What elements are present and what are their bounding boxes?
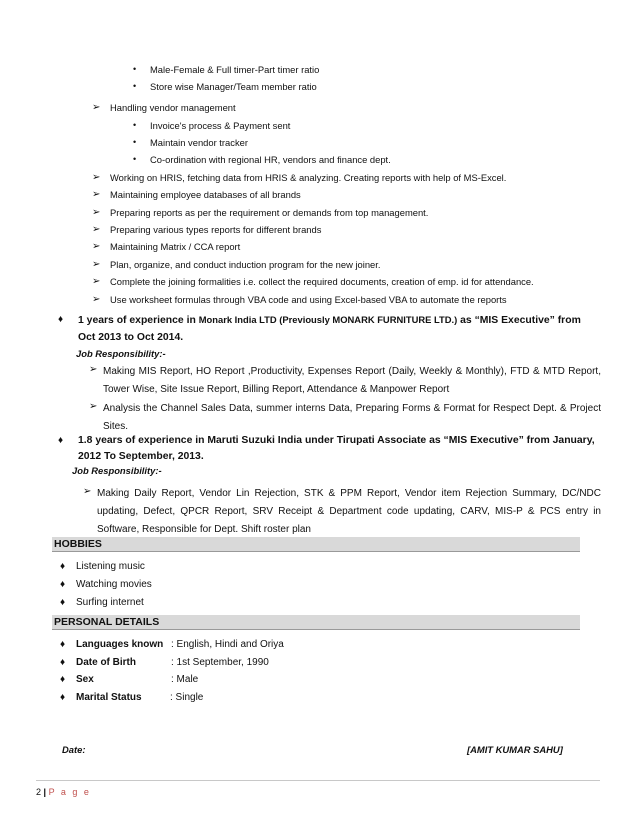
experience-prefix: 1 years of experience in (78, 315, 199, 326)
section-heading-hobbies: HOBBIES (54, 538, 102, 550)
detail-label: Sex (76, 674, 94, 685)
experience-period: 2012 To September, 2013. (78, 451, 204, 462)
list-item: Store wise Manager/Team member ratio (150, 81, 317, 92)
bullet-dot-icon: • (133, 120, 137, 130)
responsibility-item: Making MIS Report, HO Report ,Productivity, Expenses Report (Daily, Weekly & Monthly), FTD & MTD Report, Tower Wise, Site Issue Report, Billing Report, Attendance & Manpower Report (103, 366, 601, 395)
bullet-dot-icon: • (133, 137, 137, 147)
page-footer (36, 787, 91, 797)
job-responsibility-label: Job Responsibility:- (76, 348, 166, 359)
hobby-item: Surfing internet (76, 597, 144, 608)
arrow-bullet-icon: ➢ (92, 102, 101, 113)
list-item: Maintain vendor tracker (150, 137, 248, 148)
arrow-bullet-icon: ➢ (92, 276, 101, 287)
experience-heading (78, 313, 581, 327)
arrow-bullet-icon: ➢ (92, 224, 101, 235)
list-item: Male-Female & Full timer-Part timer ratio (150, 64, 320, 75)
experience-heading: 1.8 years of experience in Maruti Suzuki India under Tirupati Associate as “MIS Executive” from January, (78, 435, 595, 446)
diamond-bullet-icon: ♦ (60, 561, 66, 572)
date-label: Date: (62, 744, 86, 755)
section-heading-personal-details: PERSONAL DETAILS (54, 616, 160, 628)
arrow-bullet-icon: ➢ (89, 401, 98, 412)
hobby-item: Listening music (76, 561, 145, 572)
diamond-bullet-icon: ♦ (60, 639, 66, 650)
experience-company: Monark India LTD (Previously MONARK FURNITURE LTD.) (198, 314, 458, 325)
signature-name: [AMIT KUMAR SAHU] (467, 744, 563, 755)
arrow-bullet-icon: ➢ (92, 294, 101, 305)
list-item: Maintaining Matrix / CCA report (110, 241, 241, 252)
diamond-bullet-icon: ♦ (60, 597, 66, 608)
experience-role: as “MIS Executive” from (457, 315, 581, 326)
detail-label: Date of Birth (76, 657, 136, 668)
footer-divider (36, 780, 600, 781)
list-item: Invoice's process & Payment sent (150, 120, 291, 131)
page-number: 2 (36, 787, 42, 797)
list-item: Use worksheet formulas through VBA code and using Excel-based VBA to automate the reports (110, 294, 507, 305)
diamond-bullet-icon: ♦ (58, 435, 64, 446)
bullet-dot-icon: • (133, 64, 137, 74)
list-item: Preparing reports as per the requirement or demands from top management. (110, 207, 429, 218)
detail-value: : English, Hindi and Oriya (171, 639, 284, 650)
diamond-bullet-icon: ♦ (60, 674, 66, 685)
responsibility-item: Analysis the Channel Sales Data, summer interns Data, Preparing Forms & Format for Respect Dept. & Project Sites. (103, 403, 601, 432)
detail-value: : 1st September, 1990 (171, 657, 269, 668)
arrow-bullet-icon: ➢ (92, 259, 101, 270)
list-item: Maintaining employee databases of all brands (110, 189, 301, 200)
hobby-item: Watching movies (76, 579, 152, 590)
arrow-bullet-icon: ➢ (83, 486, 92, 497)
bullet-dot-icon: • (133, 154, 137, 164)
diamond-bullet-icon: ♦ (60, 692, 66, 703)
detail-value: : Single (170, 692, 204, 703)
list-item: Working on HRIS, fetching data from HRIS & analyzing. Creating reports with help of MS-Excel. (110, 172, 507, 183)
list-item: Preparing various types reports for different brands (110, 224, 322, 235)
experience-period: Oct 2013 to Oct 2014. (78, 332, 184, 343)
responsibility-item: Making Daily Report, Vendor Lin Rejection, STK & PPM Report, Vendor item Rejection Summary, DC/NDC updating, Defect, QPCR Report, SRV Receipt & Department code updating, CARV, MIS-P & PCS entry in Software, Responsible for Dept. Shift roster plan (97, 488, 601, 535)
section-heading-bar (52, 537, 580, 552)
bullet-dot-icon: • (133, 81, 137, 91)
page-word: P a g e (48, 787, 91, 797)
arrow-bullet-icon: ➢ (92, 241, 101, 252)
diamond-bullet-icon: ♦ (60, 657, 66, 668)
list-item: Handling vendor management (110, 102, 236, 113)
job-responsibility-label: Job Responsibility:- (72, 465, 162, 476)
diamond-bullet-icon: ♦ (58, 314, 64, 325)
diamond-bullet-icon: ♦ (60, 579, 66, 590)
list-item: Complete the joining formalities i.e. collect the required documents, creation of emp. id for attendance. (110, 276, 534, 287)
list-item: Plan, organize, and conduct induction program for the new joiner. (110, 259, 381, 270)
detail-label: Languages known (76, 639, 164, 650)
arrow-bullet-icon: ➢ (92, 189, 101, 200)
arrow-bullet-icon: ➢ (92, 172, 101, 183)
detail-label: Marital Status (76, 692, 142, 703)
page-separator: | (43, 787, 47, 797)
detail-value: : Male (171, 674, 199, 685)
arrow-bullet-icon: ➢ (89, 364, 98, 375)
arrow-bullet-icon: ➢ (92, 207, 101, 218)
list-item: Co-ordination with regional HR, vendors and finance dept. (150, 154, 391, 165)
